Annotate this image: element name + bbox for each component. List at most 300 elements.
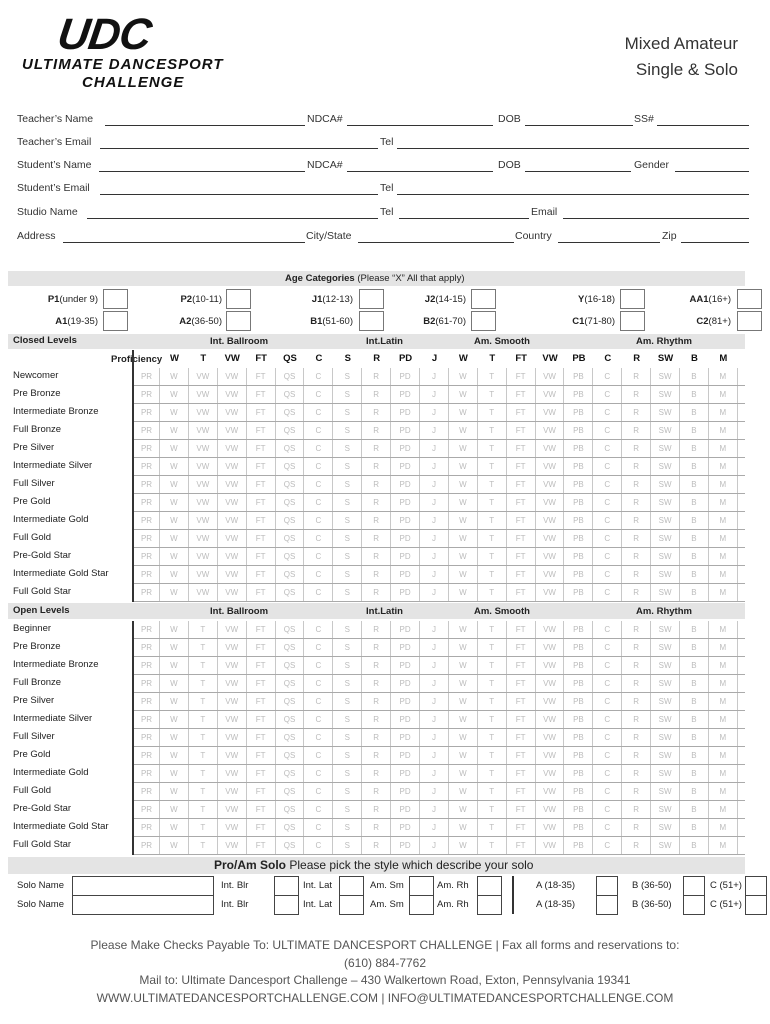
dance-checkbox[interactable]: W: [449, 747, 478, 764]
studio-email-field[interactable]: [563, 218, 749, 219]
dance-checkbox[interactable]: QS: [276, 657, 305, 674]
dance-checkbox[interactable]: QS: [276, 765, 305, 782]
dance-checkbox[interactable]: M: [709, 801, 738, 818]
dance-checkbox[interactable]: FT: [247, 548, 276, 565]
dance-checkbox[interactable]: T: [189, 657, 218, 674]
dance-checkbox[interactable]: SW: [651, 404, 680, 421]
dance-checkbox[interactable]: M: [709, 530, 738, 547]
dance-checkbox[interactable]: QS: [276, 512, 305, 529]
solo-style-checkbox[interactable]: [274, 895, 299, 915]
dance-checkbox[interactable]: S: [333, 440, 362, 457]
dance-checkbox[interactable]: PD: [391, 530, 420, 547]
dance-checkbox[interactable]: FT: [507, 657, 536, 674]
dance-checkbox[interactable]: C: [304, 693, 333, 710]
dance-checkbox[interactable]: VW: [189, 422, 218, 439]
dance-checkbox[interactable]: FT: [507, 422, 536, 439]
dance-checkbox[interactable]: W: [449, 368, 478, 385]
dance-checkbox[interactable]: W: [160, 458, 189, 475]
dance-checkbox[interactable]: VW: [218, 621, 247, 638]
dance-checkbox[interactable]: S: [333, 747, 362, 764]
dance-checkbox[interactable]: C: [304, 801, 333, 818]
dance-checkbox[interactable]: T: [478, 494, 507, 511]
dance-checkbox[interactable]: B: [680, 693, 709, 710]
dance-checkbox[interactable]: T: [478, 747, 507, 764]
dance-checkbox[interactable]: VW: [536, 801, 565, 818]
dance-checkbox[interactable]: VW: [536, 512, 565, 529]
dance-checkbox[interactable]: FT: [507, 386, 536, 403]
dance-checkbox[interactable]: J: [420, 657, 449, 674]
dance-checkbox[interactable]: B: [680, 584, 709, 601]
dance-checkbox[interactable]: PB: [564, 368, 593, 385]
dance-checkbox[interactable]: W: [449, 476, 478, 493]
dance-checkbox[interactable]: J: [420, 819, 449, 836]
dance-checkbox[interactable]: PB: [564, 747, 593, 764]
dance-checkbox[interactable]: C: [304, 584, 333, 601]
dance-checkbox[interactable]: QS: [276, 494, 305, 511]
dance-checkbox[interactable]: PD: [391, 837, 420, 854]
dance-checkbox[interactable]: FT: [507, 801, 536, 818]
dance-checkbox[interactable]: R: [362, 801, 391, 818]
dance-checkbox[interactable]: M: [709, 386, 738, 403]
dance-checkbox[interactable]: T: [189, 729, 218, 746]
dance-checkbox[interactable]: FT: [247, 837, 276, 854]
dance-checkbox[interactable]: VW: [189, 476, 218, 493]
dance-checkbox[interactable]: PR: [134, 386, 160, 403]
dance-checkbox[interactable]: PB: [564, 639, 593, 656]
dance-checkbox[interactable]: C: [593, 819, 622, 836]
dance-checkbox[interactable]: VW: [189, 566, 218, 583]
dance-checkbox[interactable]: M: [709, 476, 738, 493]
dance-checkbox[interactable]: W: [160, 693, 189, 710]
dance-checkbox[interactable]: PD: [391, 404, 420, 421]
dance-checkbox[interactable]: SW: [651, 548, 680, 565]
dance-checkbox[interactable]: SW: [651, 530, 680, 547]
dance-checkbox[interactable]: J: [420, 765, 449, 782]
studio-name-field[interactable]: [87, 218, 378, 219]
dance-checkbox[interactable]: T: [478, 440, 507, 457]
dance-checkbox[interactable]: C: [593, 422, 622, 439]
dance-checkbox[interactable]: PD: [391, 422, 420, 439]
dance-checkbox[interactable]: W: [160, 494, 189, 511]
dance-checkbox[interactable]: M: [709, 548, 738, 565]
dance-checkbox[interactable]: QS: [276, 819, 305, 836]
dance-checkbox[interactable]: S: [333, 837, 362, 854]
dance-checkbox[interactable]: FT: [247, 422, 276, 439]
dance-checkbox[interactable]: VW: [536, 837, 565, 854]
dance-checkbox[interactable]: R: [362, 765, 391, 782]
dance-checkbox[interactable]: J: [420, 837, 449, 854]
dance-checkbox[interactable]: SW: [651, 675, 680, 692]
dance-checkbox[interactable]: PR: [134, 530, 160, 547]
dance-checkbox[interactable]: C: [304, 476, 333, 493]
dance-checkbox[interactable]: W: [160, 476, 189, 493]
dance-checkbox[interactable]: R: [622, 512, 651, 529]
dance-checkbox[interactable]: VW: [189, 530, 218, 547]
dance-checkbox[interactable]: PR: [134, 729, 160, 746]
dance-checkbox[interactable]: W: [160, 404, 189, 421]
dance-checkbox[interactable]: R: [622, 494, 651, 511]
dance-checkbox[interactable]: VW: [218, 386, 247, 403]
dance-checkbox[interactable]: J: [420, 783, 449, 800]
dance-checkbox[interactable]: S: [333, 711, 362, 728]
dance-checkbox[interactable]: W: [160, 621, 189, 638]
dance-checkbox[interactable]: PB: [564, 801, 593, 818]
dance-checkbox[interactable]: C: [593, 711, 622, 728]
age-checkbox-c1[interactable]: [620, 311, 645, 331]
dance-checkbox[interactable]: FT: [507, 783, 536, 800]
dance-checkbox[interactable]: VW: [218, 765, 247, 782]
dance-checkbox[interactable]: M: [709, 566, 738, 583]
dance-checkbox[interactable]: M: [709, 494, 738, 511]
dance-checkbox[interactable]: PD: [391, 494, 420, 511]
dance-checkbox[interactable]: QS: [276, 639, 305, 656]
ss-field[interactable]: [657, 125, 749, 126]
dance-checkbox[interactable]: R: [622, 729, 651, 746]
dance-checkbox[interactable]: R: [362, 783, 391, 800]
dance-checkbox[interactable]: W: [160, 711, 189, 728]
dance-checkbox[interactable]: VW: [189, 584, 218, 601]
dance-checkbox[interactable]: R: [622, 386, 651, 403]
dance-checkbox[interactable]: J: [420, 512, 449, 529]
dance-checkbox[interactable]: C: [593, 566, 622, 583]
solo-style-checkbox[interactable]: [409, 876, 434, 896]
dance-checkbox[interactable]: PR: [134, 783, 160, 800]
dance-checkbox[interactable]: S: [333, 476, 362, 493]
country-field[interactable]: [558, 242, 660, 243]
dance-checkbox[interactable]: R: [622, 639, 651, 656]
dance-checkbox[interactable]: C: [593, 368, 622, 385]
dance-checkbox[interactable]: T: [478, 584, 507, 601]
dance-checkbox[interactable]: VW: [536, 765, 565, 782]
dance-checkbox[interactable]: FT: [247, 566, 276, 583]
dance-checkbox[interactable]: W: [160, 440, 189, 457]
dance-checkbox[interactable]: C: [593, 512, 622, 529]
dance-checkbox[interactable]: FT: [247, 584, 276, 601]
dance-checkbox[interactable]: C: [304, 368, 333, 385]
dance-checkbox[interactable]: C: [304, 639, 333, 656]
dance-checkbox[interactable]: W: [160, 422, 189, 439]
dance-checkbox[interactable]: M: [709, 422, 738, 439]
dance-checkbox[interactable]: PD: [391, 512, 420, 529]
dance-checkbox[interactable]: J: [420, 675, 449, 692]
dance-checkbox[interactable]: S: [333, 368, 362, 385]
teachers-dob-field[interactable]: [525, 125, 633, 126]
dance-checkbox[interactable]: VW: [218, 729, 247, 746]
dance-checkbox[interactable]: R: [622, 422, 651, 439]
teachers-name-field[interactable]: [105, 125, 305, 126]
dance-checkbox[interactable]: FT: [507, 530, 536, 547]
dance-checkbox[interactable]: PR: [134, 657, 160, 674]
dance-checkbox[interactable]: QS: [276, 729, 305, 746]
dance-checkbox[interactable]: VW: [218, 368, 247, 385]
dance-checkbox[interactable]: T: [478, 729, 507, 746]
dance-checkbox[interactable]: T: [478, 675, 507, 692]
dance-checkbox[interactable]: R: [362, 711, 391, 728]
dance-checkbox[interactable]: J: [420, 639, 449, 656]
dance-checkbox[interactable]: SW: [651, 783, 680, 800]
dance-checkbox[interactable]: VW: [189, 548, 218, 565]
dance-checkbox[interactable]: J: [420, 711, 449, 728]
dance-checkbox[interactable]: T: [478, 530, 507, 547]
dance-checkbox[interactable]: PD: [391, 621, 420, 638]
dance-checkbox[interactable]: QS: [276, 837, 305, 854]
dance-checkbox[interactable]: B: [680, 675, 709, 692]
dance-checkbox[interactable]: B: [680, 711, 709, 728]
dance-checkbox[interactable]: PD: [391, 639, 420, 656]
dance-checkbox[interactable]: M: [709, 621, 738, 638]
city-state-field[interactable]: [358, 242, 514, 243]
address-field[interactable]: [63, 242, 305, 243]
dance-checkbox[interactable]: T: [478, 512, 507, 529]
dance-checkbox[interactable]: W: [160, 837, 189, 854]
dance-checkbox[interactable]: W: [160, 801, 189, 818]
dance-checkbox[interactable]: W: [160, 512, 189, 529]
dance-checkbox[interactable]: FT: [247, 783, 276, 800]
dance-checkbox[interactable]: J: [420, 494, 449, 511]
age-checkbox-y[interactable]: [620, 289, 645, 309]
dance-checkbox[interactable]: PR: [134, 512, 160, 529]
dance-checkbox[interactable]: C: [304, 458, 333, 475]
dance-checkbox[interactable]: M: [709, 729, 738, 746]
students-ndca-field[interactable]: [347, 171, 493, 172]
dance-checkbox[interactable]: J: [420, 729, 449, 746]
dance-checkbox[interactable]: S: [333, 819, 362, 836]
dance-checkbox[interactable]: M: [709, 747, 738, 764]
dance-checkbox[interactable]: W: [160, 765, 189, 782]
dance-checkbox[interactable]: C: [304, 711, 333, 728]
dance-checkbox[interactable]: VW: [218, 657, 247, 674]
dance-checkbox[interactable]: W: [160, 729, 189, 746]
dance-checkbox[interactable]: W: [449, 548, 478, 565]
dance-checkbox[interactable]: R: [362, 729, 391, 746]
dance-checkbox[interactable]: R: [622, 819, 651, 836]
dance-checkbox[interactable]: M: [709, 458, 738, 475]
dance-checkbox[interactable]: W: [160, 530, 189, 547]
dance-checkbox[interactable]: C: [593, 458, 622, 475]
dance-checkbox[interactable]: VW: [189, 440, 218, 457]
dance-checkbox[interactable]: VW: [189, 494, 218, 511]
dance-checkbox[interactable]: VW: [218, 548, 247, 565]
dance-checkbox[interactable]: C: [304, 530, 333, 547]
dance-checkbox[interactable]: C: [593, 765, 622, 782]
dance-checkbox[interactable]: W: [449, 422, 478, 439]
dance-checkbox[interactable]: T: [478, 548, 507, 565]
solo-style-checkbox[interactable]: [409, 895, 434, 915]
dance-checkbox[interactable]: M: [709, 584, 738, 601]
dance-checkbox[interactable]: PR: [134, 621, 160, 638]
dance-checkbox[interactable]: W: [160, 747, 189, 764]
dance-checkbox[interactable]: FT: [247, 801, 276, 818]
dance-checkbox[interactable]: W: [449, 621, 478, 638]
dance-checkbox[interactable]: VW: [218, 440, 247, 457]
dance-checkbox[interactable]: QS: [276, 422, 305, 439]
dance-checkbox[interactable]: C: [304, 566, 333, 583]
dance-checkbox[interactable]: QS: [276, 566, 305, 583]
dance-checkbox[interactable]: PR: [134, 476, 160, 493]
age-checkbox-j1[interactable]: [359, 289, 384, 309]
dance-checkbox[interactable]: SW: [651, 440, 680, 457]
dance-checkbox[interactable]: VW: [536, 368, 565, 385]
dance-checkbox[interactable]: W: [449, 801, 478, 818]
dance-checkbox[interactable]: B: [680, 512, 709, 529]
dance-checkbox[interactable]: M: [709, 675, 738, 692]
dance-checkbox[interactable]: C: [304, 422, 333, 439]
dance-checkbox[interactable]: PD: [391, 458, 420, 475]
dance-checkbox[interactable]: C: [593, 783, 622, 800]
age-checkbox-aa1[interactable]: [737, 289, 762, 309]
dance-checkbox[interactable]: PR: [134, 404, 160, 421]
dance-checkbox[interactable]: J: [420, 404, 449, 421]
dance-checkbox[interactable]: PB: [564, 657, 593, 674]
dance-checkbox[interactable]: FT: [507, 711, 536, 728]
dance-checkbox[interactable]: W: [160, 783, 189, 800]
dance-checkbox[interactable]: FT: [247, 476, 276, 493]
dance-checkbox[interactable]: FT: [247, 819, 276, 836]
dance-checkbox[interactable]: SW: [651, 386, 680, 403]
dance-checkbox[interactable]: FT: [507, 476, 536, 493]
dance-checkbox[interactable]: C: [593, 837, 622, 854]
dance-checkbox[interactable]: W: [449, 512, 478, 529]
dance-checkbox[interactable]: FT: [247, 494, 276, 511]
students-email-field[interactable]: [100, 194, 378, 195]
dance-checkbox[interactable]: C: [304, 819, 333, 836]
dance-checkbox[interactable]: M: [709, 711, 738, 728]
dance-checkbox[interactable]: QS: [276, 693, 305, 710]
dance-checkbox[interactable]: R: [362, 747, 391, 764]
dance-checkbox[interactable]: B: [680, 801, 709, 818]
dance-checkbox[interactable]: VW: [536, 422, 565, 439]
dance-checkbox[interactable]: S: [333, 530, 362, 547]
dance-checkbox[interactable]: PR: [134, 747, 160, 764]
dance-checkbox[interactable]: PB: [564, 729, 593, 746]
dance-checkbox[interactable]: VW: [218, 566, 247, 583]
dance-checkbox[interactable]: PB: [564, 404, 593, 421]
dance-checkbox[interactable]: PB: [564, 675, 593, 692]
dance-checkbox[interactable]: FT: [507, 584, 536, 601]
age-checkbox-a1[interactable]: [103, 311, 128, 331]
dance-checkbox[interactable]: B: [680, 819, 709, 836]
dance-checkbox[interactable]: J: [420, 548, 449, 565]
dance-checkbox[interactable]: W: [160, 657, 189, 674]
dance-checkbox[interactable]: J: [420, 693, 449, 710]
dance-checkbox[interactable]: R: [622, 711, 651, 728]
dance-checkbox[interactable]: FT: [247, 386, 276, 403]
dance-checkbox[interactable]: T: [189, 819, 218, 836]
dance-checkbox[interactable]: B: [680, 729, 709, 746]
dance-checkbox[interactable]: PB: [564, 530, 593, 547]
dance-checkbox[interactable]: QS: [276, 711, 305, 728]
dance-checkbox[interactable]: M: [709, 368, 738, 385]
dance-checkbox[interactable]: SW: [651, 584, 680, 601]
dance-checkbox[interactable]: T: [189, 783, 218, 800]
dance-checkbox[interactable]: FT: [247, 747, 276, 764]
dance-checkbox[interactable]: QS: [276, 548, 305, 565]
dance-checkbox[interactable]: C: [593, 621, 622, 638]
dance-checkbox[interactable]: S: [333, 693, 362, 710]
dance-checkbox[interactable]: J: [420, 476, 449, 493]
dance-checkbox[interactable]: PB: [564, 819, 593, 836]
dance-checkbox[interactable]: PB: [564, 386, 593, 403]
dance-checkbox[interactable]: FT: [247, 404, 276, 421]
dance-checkbox[interactable]: PR: [134, 675, 160, 692]
dance-checkbox[interactable]: C: [593, 675, 622, 692]
dance-checkbox[interactable]: S: [333, 386, 362, 403]
dance-checkbox[interactable]: R: [362, 584, 391, 601]
solo-name-input[interactable]: [72, 876, 214, 896]
dance-checkbox[interactable]: QS: [276, 440, 305, 457]
solo-age-checkbox[interactable]: [596, 895, 618, 915]
dance-checkbox[interactable]: R: [362, 530, 391, 547]
dance-checkbox[interactable]: T: [478, 783, 507, 800]
dance-checkbox[interactable]: SW: [651, 819, 680, 836]
dance-checkbox[interactable]: S: [333, 801, 362, 818]
dance-checkbox[interactable]: C: [304, 675, 333, 692]
dance-checkbox[interactable]: FT: [247, 675, 276, 692]
dance-checkbox[interactable]: S: [333, 404, 362, 421]
dance-checkbox[interactable]: C: [304, 494, 333, 511]
dance-checkbox[interactable]: T: [189, 747, 218, 764]
dance-checkbox[interactable]: R: [622, 476, 651, 493]
dance-checkbox[interactable]: B: [680, 458, 709, 475]
dance-checkbox[interactable]: B: [680, 494, 709, 511]
dance-checkbox[interactable]: C: [593, 548, 622, 565]
dance-checkbox[interactable]: PR: [134, 566, 160, 583]
dance-checkbox[interactable]: PB: [564, 512, 593, 529]
dance-checkbox[interactable]: R: [622, 765, 651, 782]
age-checkbox-b1[interactable]: [359, 311, 384, 331]
dance-checkbox[interactable]: J: [420, 621, 449, 638]
dance-checkbox[interactable]: R: [362, 476, 391, 493]
studio-tel-field[interactable]: [399, 218, 529, 219]
dance-checkbox[interactable]: PR: [134, 711, 160, 728]
dance-checkbox[interactable]: R: [622, 548, 651, 565]
dance-checkbox[interactable]: C: [304, 657, 333, 674]
dance-checkbox[interactable]: C: [593, 404, 622, 421]
solo-style-checkbox[interactable]: [477, 895, 502, 915]
dance-checkbox[interactable]: VW: [536, 819, 565, 836]
dance-checkbox[interactable]: PD: [391, 675, 420, 692]
dance-checkbox[interactable]: VW: [189, 386, 218, 403]
solo-style-checkbox[interactable]: [339, 895, 364, 915]
dance-checkbox[interactable]: VW: [218, 458, 247, 475]
dance-checkbox[interactable]: PD: [391, 711, 420, 728]
dance-checkbox[interactable]: PD: [391, 368, 420, 385]
dance-checkbox[interactable]: C: [593, 584, 622, 601]
dance-checkbox[interactable]: J: [420, 440, 449, 457]
dance-checkbox[interactable]: FT: [247, 765, 276, 782]
solo-age-checkbox[interactable]: [596, 876, 618, 896]
dance-checkbox[interactable]: W: [449, 657, 478, 674]
dance-checkbox[interactable]: T: [478, 801, 507, 818]
dance-checkbox[interactable]: R: [362, 819, 391, 836]
dance-checkbox[interactable]: VW: [189, 512, 218, 529]
dance-checkbox[interactable]: B: [680, 783, 709, 800]
dance-checkbox[interactable]: VW: [218, 693, 247, 710]
dance-checkbox[interactable]: T: [189, 801, 218, 818]
dance-checkbox[interactable]: PB: [564, 458, 593, 475]
dance-checkbox[interactable]: T: [478, 386, 507, 403]
dance-checkbox[interactable]: T: [478, 476, 507, 493]
dance-checkbox[interactable]: VW: [189, 458, 218, 475]
dance-checkbox[interactable]: M: [709, 837, 738, 854]
age-checkbox-a2[interactable]: [226, 311, 251, 331]
age-checkbox-p1[interactable]: [103, 289, 128, 309]
dance-checkbox[interactable]: S: [333, 639, 362, 656]
dance-checkbox[interactable]: FT: [247, 512, 276, 529]
dance-checkbox[interactable]: T: [478, 657, 507, 674]
dance-checkbox[interactable]: FT: [247, 711, 276, 728]
dance-checkbox[interactable]: C: [593, 530, 622, 547]
